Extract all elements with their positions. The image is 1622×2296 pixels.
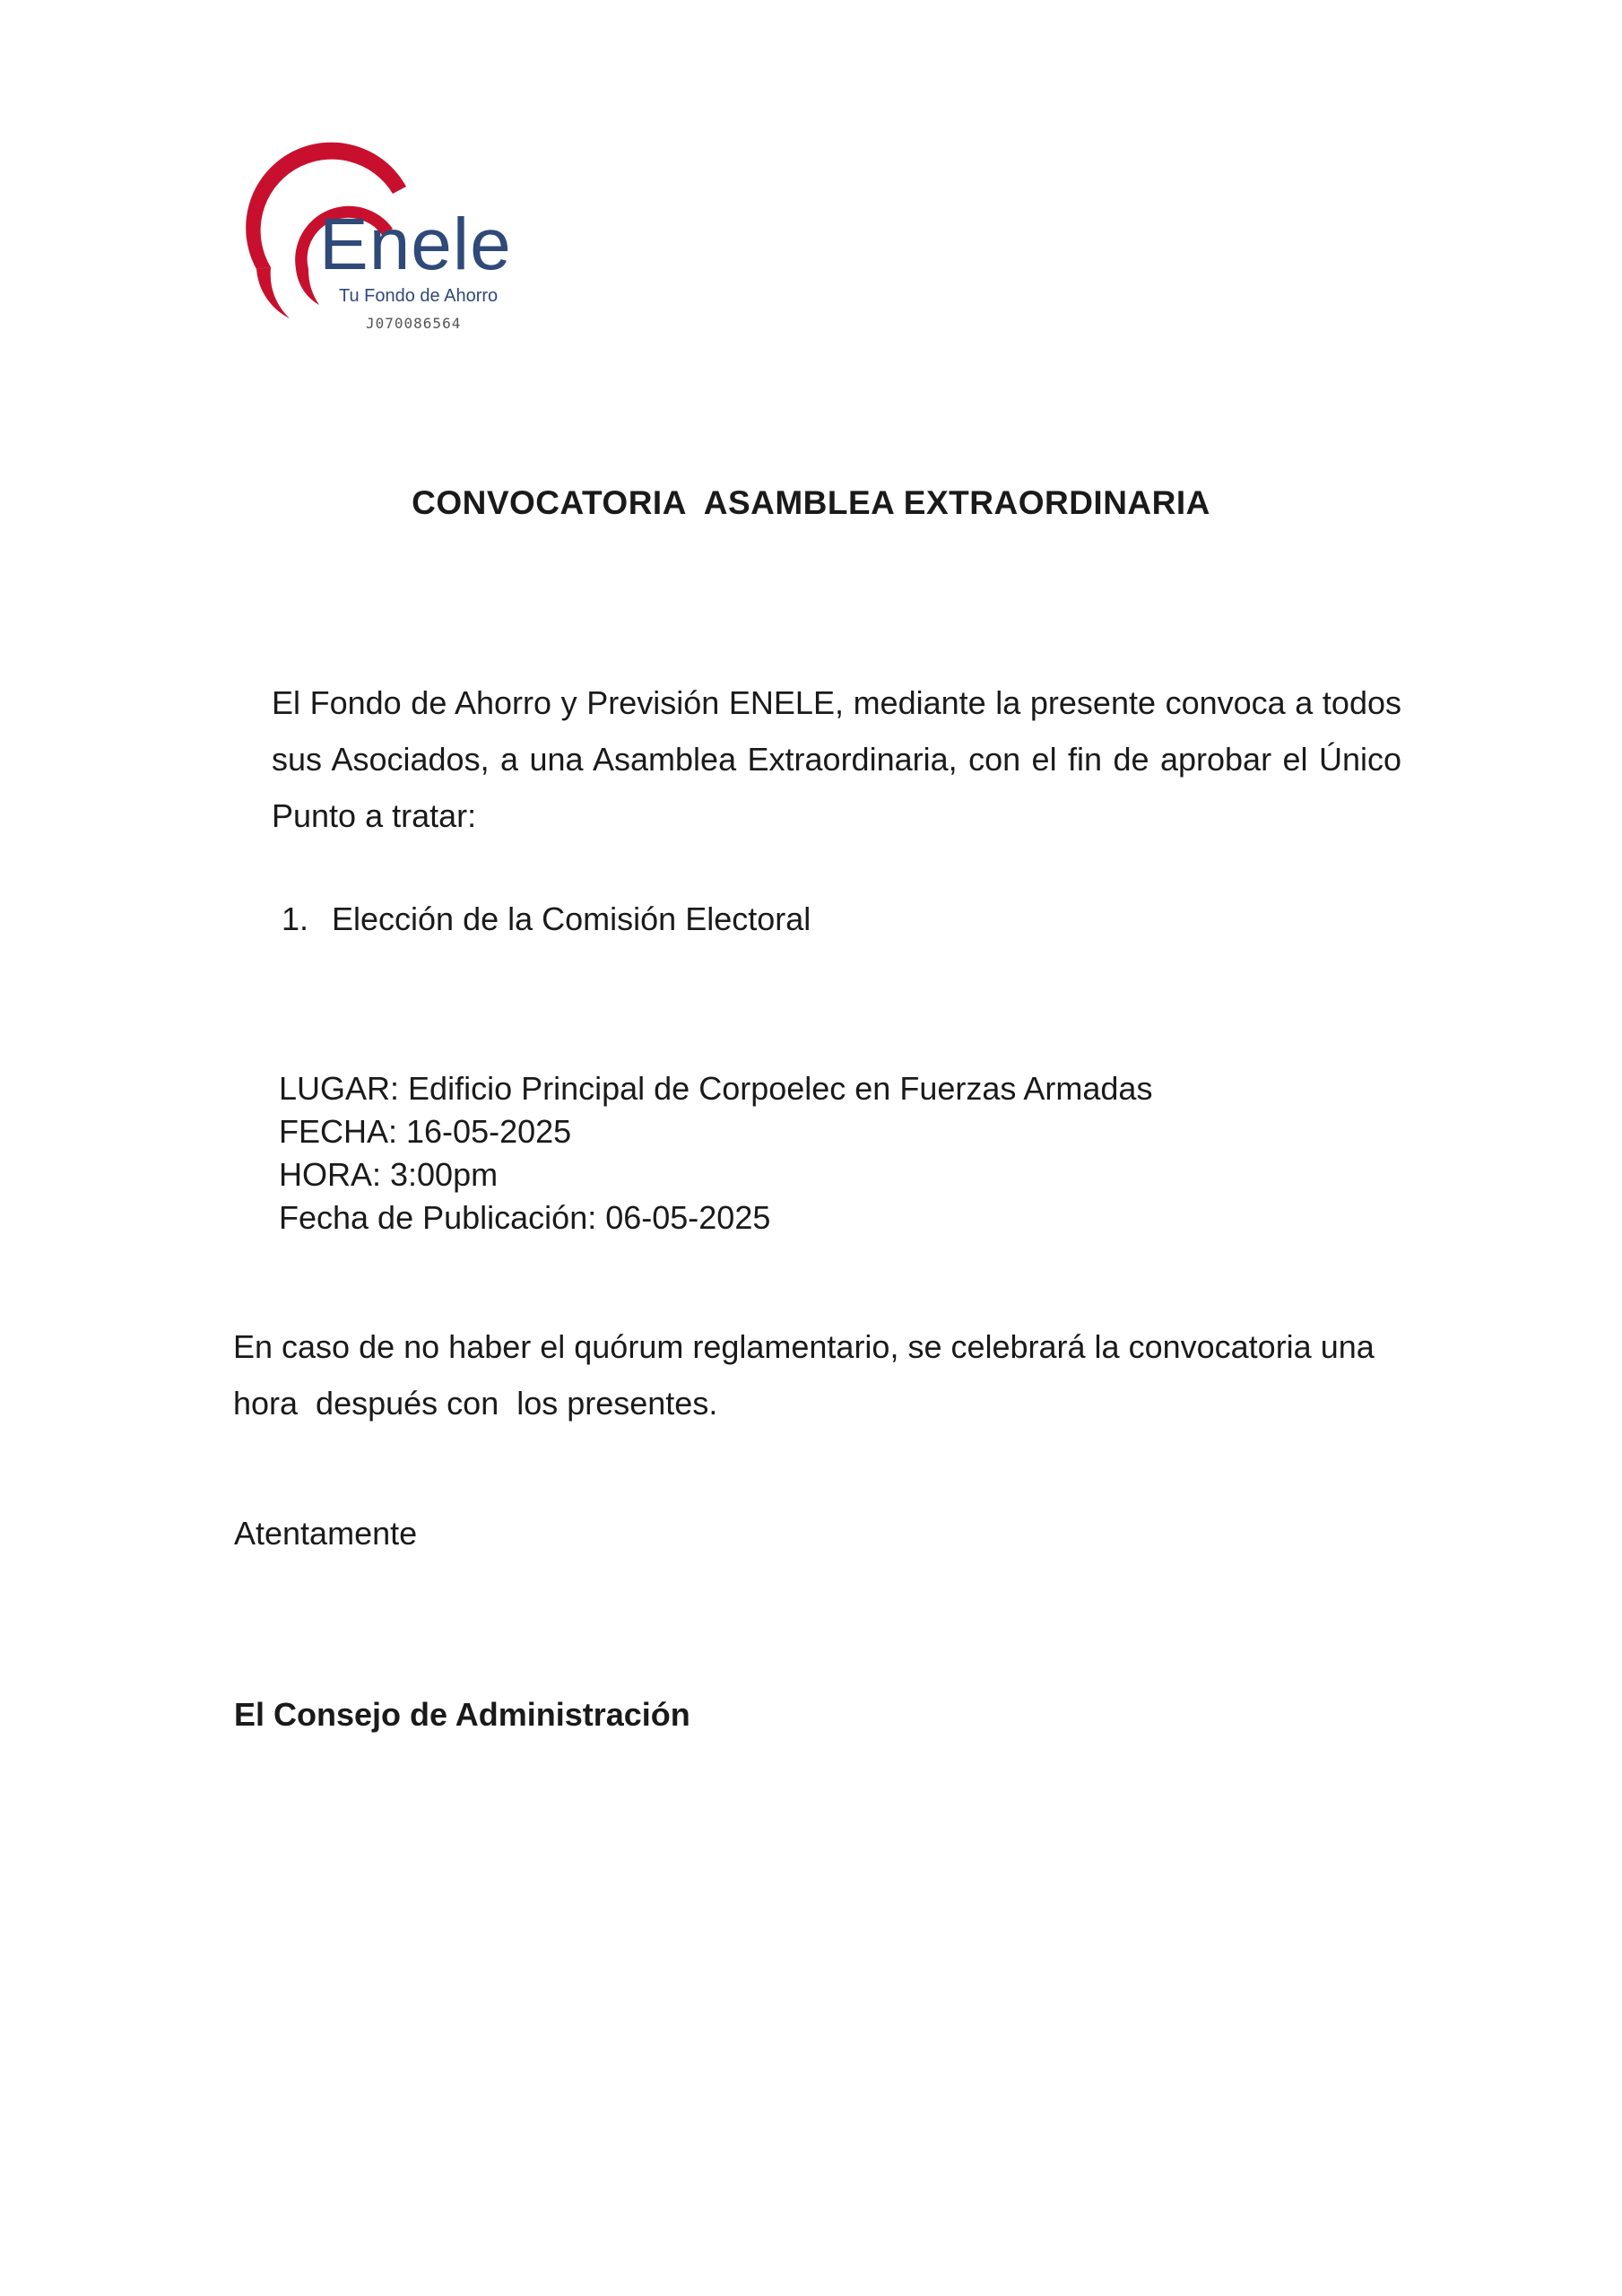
quorum-paragraph: En caso de no haber el quórum reglamentario, se celebrará la convocatoria una hora después con los presentes. [233,1328,1383,1422]
logo-rif-text: J070086564 [366,315,462,332]
intro-paragraph: El Fondo de Ahorro y Previsión ENELE, mediante la presente convoca a todos sus Asociados, a una Asamblea Extraordinaria, con el fin de aprobar el Único Punto a tratar: [272,684,1401,834]
detail-fecha: FECHA: 16-05-2025 [279,1113,572,1150]
logo-brand-text: Enele [319,204,512,285]
enele-logo-graphic [240,135,545,350]
page-title: CONVOCATORIA ASAMBLEA EXTRAORDINARIA [412,484,1210,521]
agenda-item [282,897,811,942]
enele-logo [240,135,545,350]
signature-text: El Consejo de Administración [234,1696,690,1733]
agenda-list [282,897,811,942]
closing-text: Atentamente [234,1515,418,1552]
detail-fecha-publicacion: Fecha de Publicación: 06-05-2025 [279,1199,771,1236]
detail-lugar: LUGAR: Edificio Principal de Corpoelec en Fuerzas Armadas [279,1070,1153,1107]
meeting-details [279,1067,1152,1239]
detail-hora: HORA: 3:00pm [279,1156,499,1193]
agenda-item-number: 1. [282,900,309,937]
agenda-item-text: Elección de la Comisión Electoral [332,900,811,937]
logo-tagline-text: Tu Fondo de Ahorro [339,286,499,306]
logo-swoosh-outer-tail [256,267,290,318]
logo-swoosh-inner-tail [296,269,319,305]
